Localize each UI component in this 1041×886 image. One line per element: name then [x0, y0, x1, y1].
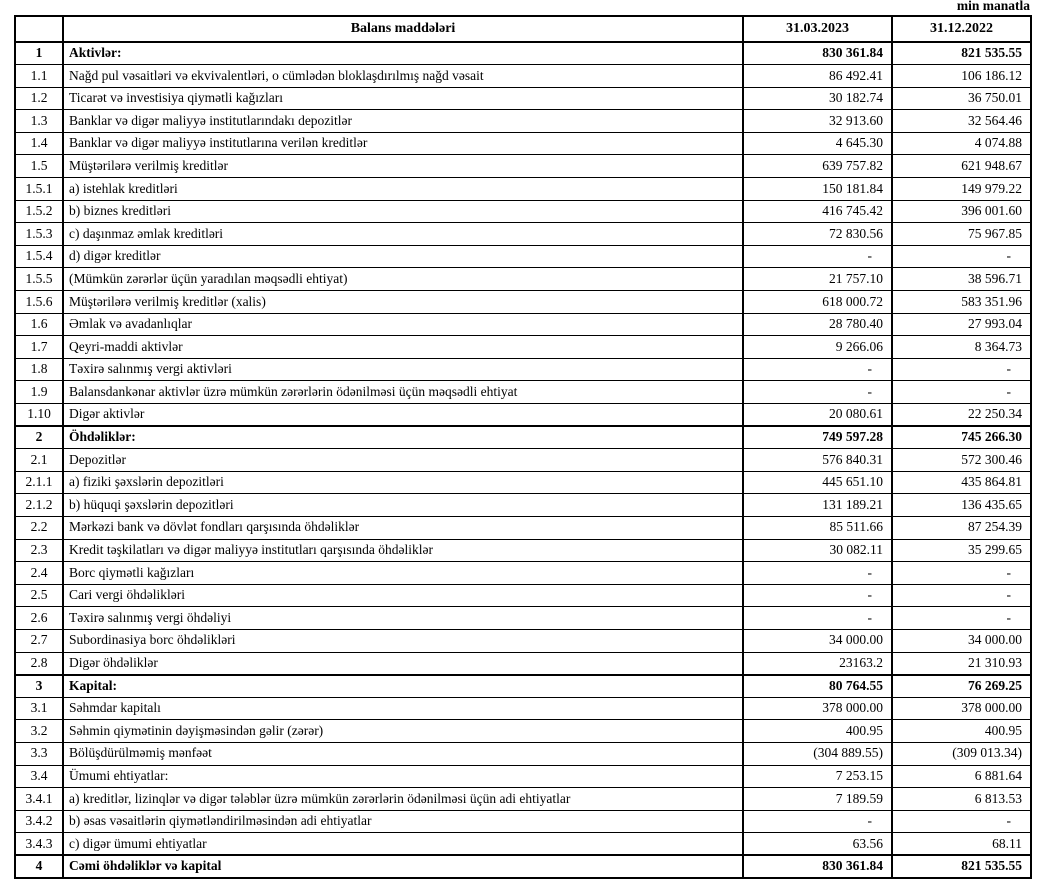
table-row: [15, 539, 1031, 562]
table-row: [15, 132, 1031, 155]
value-31-03-2023: 7 253.15: [743, 765, 892, 788]
row-number: 2.1.2: [15, 494, 63, 517]
row-number: 1.5.1: [15, 178, 63, 201]
table-row: [15, 765, 1031, 788]
row-label: a) fiziki şəxslərin depozitləri: [63, 471, 743, 494]
value-31-03-2023: -: [743, 381, 892, 404]
row-label: c) digər ümumi ehtiyatlar: [63, 833, 743, 856]
row-number: 3.4.1: [15, 788, 63, 811]
row-number: 1.5.2: [15, 200, 63, 223]
value-31-12-2022: 745 266.30: [892, 426, 1031, 449]
value-31-12-2022: 32 564.46: [892, 110, 1031, 133]
row-label: Balansdankənar aktivlər üzrə mümkün zərərlərin ödənilməsi üçün məqsədli ehtiyat: [63, 381, 743, 404]
value-31-03-2023: 749 597.28: [743, 426, 892, 449]
row-number: 2.5: [15, 584, 63, 607]
row-label: Depozitlər: [63, 449, 743, 472]
value-31-03-2023: 416 745.42: [743, 200, 892, 223]
row-number: 1.8: [15, 358, 63, 381]
row-number: 1.5.6: [15, 291, 63, 314]
value-31-12-2022: 435 864.81: [892, 471, 1031, 494]
value-31-03-2023: 23163.2: [743, 652, 892, 675]
col-header-item: Balans maddələri: [63, 16, 743, 42]
row-number: 1.10: [15, 404, 63, 427]
table-row: [15, 110, 1031, 133]
value-31-03-2023: -: [743, 562, 892, 585]
value-31-03-2023: 32 913.60: [743, 110, 892, 133]
table-row: [15, 200, 1031, 223]
value-31-12-2022: 396 001.60: [892, 200, 1031, 223]
row-number: 3.4.3: [15, 833, 63, 856]
row-label: Nağd pul vəsaitləri və ekvivalentləri, o cümlədən bloklaşdırılmış nağd vəsait: [63, 65, 743, 88]
table-body: [15, 42, 1031, 878]
row-number: 2.1.1: [15, 471, 63, 494]
value-31-03-2023: 445 651.10: [743, 471, 892, 494]
table-row: [15, 65, 1031, 88]
value-31-03-2023: 400.95: [743, 720, 892, 743]
value-31-03-2023: 85 511.66: [743, 516, 892, 539]
row-number: 1.7: [15, 336, 63, 359]
row-number: 2.3: [15, 539, 63, 562]
table-row: [15, 742, 1031, 765]
value-31-03-2023: 20 080.61: [743, 404, 892, 427]
row-number: 3.1: [15, 697, 63, 720]
value-31-03-2023: -: [743, 810, 892, 833]
value-31-03-2023: 576 840.31: [743, 449, 892, 472]
table-row: [15, 449, 1031, 472]
row-number: 2.1: [15, 449, 63, 472]
value-31-12-2022: 821 535.55: [892, 42, 1031, 65]
row-number: 3.2: [15, 720, 63, 743]
value-31-03-2023: (304 889.55): [743, 742, 892, 765]
row-number: 1.4: [15, 132, 63, 155]
row-number: 4: [15, 855, 63, 878]
row-label: Borc qiymətli kağızları: [63, 562, 743, 585]
row-label: Təxirə salınmış vergi öhdəliyi: [63, 607, 743, 630]
value-31-03-2023: 9 266.06: [743, 336, 892, 359]
table-row: [15, 652, 1031, 675]
table-row: [15, 155, 1031, 178]
value-31-12-2022: 136 435.65: [892, 494, 1031, 517]
table-row: [15, 87, 1031, 110]
value-31-12-2022: -: [892, 607, 1031, 630]
table-row: [15, 607, 1031, 630]
value-31-03-2023: 618 000.72: [743, 291, 892, 314]
header-row: [15, 16, 1031, 42]
row-label: Digər aktivlər: [63, 404, 743, 427]
value-31-03-2023: 30 182.74: [743, 87, 892, 110]
table-row: [15, 810, 1031, 833]
row-label: Bölüşdürülməmiş mənfəət: [63, 742, 743, 765]
value-31-03-2023: -: [743, 607, 892, 630]
row-label: Səhmin qiymətinin dəyişməsindən gəlir (zərər): [63, 720, 743, 743]
row-number: 1.5.3: [15, 223, 63, 246]
value-31-12-2022: 6 881.64: [892, 765, 1031, 788]
row-label: Cəmi öhdəliklər və kapital: [63, 855, 743, 878]
value-31-12-2022: 68.11: [892, 833, 1031, 856]
row-number: 2.4: [15, 562, 63, 585]
table-row: [15, 720, 1031, 743]
row-label: Aktivlər:: [63, 42, 743, 65]
value-31-03-2023: 378 000.00: [743, 697, 892, 720]
row-number: 1.9: [15, 381, 63, 404]
row-label: Səhmdar kapitalı: [63, 697, 743, 720]
row-label: (Mümkün zərərlər üçün yaradılan məqsədli ehtiyat): [63, 268, 743, 291]
table-row: [15, 245, 1031, 268]
value-31-12-2022: 27 993.04: [892, 313, 1031, 336]
row-label: Digər öhdəliklər: [63, 652, 743, 675]
table-row: [15, 833, 1031, 856]
table-row: [15, 471, 1031, 494]
value-31-12-2022: 400.95: [892, 720, 1031, 743]
value-31-03-2023: 86 492.41: [743, 65, 892, 88]
value-31-12-2022: -: [892, 381, 1031, 404]
row-label: Banklar və digər maliyyə institutlarına verilən kreditlər: [63, 132, 743, 155]
value-31-12-2022: -: [892, 584, 1031, 607]
row-number: 3: [15, 675, 63, 698]
value-31-12-2022: 8 364.73: [892, 336, 1031, 359]
row-number: 1.5.5: [15, 268, 63, 291]
table-row: [15, 178, 1031, 201]
col-header-number: [15, 16, 63, 42]
value-31-12-2022: 149 979.22: [892, 178, 1031, 201]
value-31-03-2023: 150 181.84: [743, 178, 892, 201]
value-31-12-2022: 76 269.25: [892, 675, 1031, 698]
row-label: Subordinasiya borc öhdəlikləri: [63, 629, 743, 652]
row-number: 1.3: [15, 110, 63, 133]
table-row: [15, 855, 1031, 878]
value-31-03-2023: 21 757.10: [743, 268, 892, 291]
table-row: [15, 268, 1031, 291]
value-31-12-2022: 36 750.01: [892, 87, 1031, 110]
table-row: [15, 697, 1031, 720]
table-row: [15, 494, 1031, 517]
row-number: 1.2: [15, 87, 63, 110]
value-31-12-2022: -: [892, 810, 1031, 833]
value-31-03-2023: 63.56: [743, 833, 892, 856]
table-row: [15, 223, 1031, 246]
row-label: b) hüquqi şəxslərin depozitləri: [63, 494, 743, 517]
value-31-12-2022: 87 254.39: [892, 516, 1031, 539]
value-31-03-2023: -: [743, 584, 892, 607]
row-label: Cari vergi öhdəlikləri: [63, 584, 743, 607]
row-label: a) istehlak kreditləri: [63, 178, 743, 201]
value-31-03-2023: 34 000.00: [743, 629, 892, 652]
value-31-12-2022: 75 967.85: [892, 223, 1031, 246]
row-number: 3.3: [15, 742, 63, 765]
row-label: Kredit təşkilatları və digər maliyyə institutları qarşısında öhdəliklər: [63, 539, 743, 562]
row-number: 2: [15, 426, 63, 449]
value-31-12-2022: 821 535.55: [892, 855, 1031, 878]
table-row: [15, 584, 1031, 607]
table-row: [15, 313, 1031, 336]
table-row: [15, 788, 1031, 811]
value-31-12-2022: 378 000.00: [892, 697, 1031, 720]
row-label: a) kreditlər, lizinqlər və digər tələblər üzrə mümkün zərərlərin ödənilməsi üçün adi ehtiyatlar: [63, 788, 743, 811]
value-31-12-2022: 22 250.34: [892, 404, 1031, 427]
table-row: [15, 426, 1031, 449]
row-number: 2.2: [15, 516, 63, 539]
row-number: 2.6: [15, 607, 63, 630]
value-31-03-2023: 4 645.30: [743, 132, 892, 155]
value-31-12-2022: 21 310.93: [892, 652, 1031, 675]
table-row: [15, 381, 1031, 404]
value-31-12-2022: 621 948.67: [892, 155, 1031, 178]
table-row: [15, 675, 1031, 698]
value-31-03-2023: 28 780.40: [743, 313, 892, 336]
row-label: Banklar və digər maliyyə institutlarındakı depozitlər: [63, 110, 743, 133]
value-31-12-2022: 106 186.12: [892, 65, 1031, 88]
row-label: Əmlak və avadanlıqlar: [63, 313, 743, 336]
row-label: b) biznes kreditləri: [63, 200, 743, 223]
table-row: [15, 42, 1031, 65]
row-label: Öhdəliklər:: [63, 426, 743, 449]
value-31-03-2023: -: [743, 358, 892, 381]
value-31-03-2023: -: [743, 245, 892, 268]
row-number: 1.6: [15, 313, 63, 336]
balance-sheet-table: [14, 15, 1032, 879]
col-header-date-2023: 31.03.2023: [743, 16, 892, 42]
row-label: Müştərilərə verilmiş kreditlər (xalis): [63, 291, 743, 314]
row-label: d) digər kreditlər: [63, 245, 743, 268]
value-31-03-2023: 80 764.55: [743, 675, 892, 698]
table-row: [15, 358, 1031, 381]
table-row: [15, 291, 1031, 314]
value-31-12-2022: -: [892, 245, 1031, 268]
value-31-03-2023: 72 830.56: [743, 223, 892, 246]
row-number: 2.7: [15, 629, 63, 652]
row-label: Ümumi ehtiyatlar:: [63, 765, 743, 788]
row-label: Təxirə salınmış vergi aktivləri: [63, 358, 743, 381]
value-31-12-2022: 572 300.46: [892, 449, 1031, 472]
value-31-12-2022: 38 596.71: [892, 268, 1031, 291]
value-31-12-2022: 4 074.88: [892, 132, 1031, 155]
row-number: 2.8: [15, 652, 63, 675]
row-number: 3.4.2: [15, 810, 63, 833]
row-number: 3.4: [15, 765, 63, 788]
table-row: [15, 404, 1031, 427]
row-label: Mərkəzi bank və dövlət fondları qarşısında öhdəliklər: [63, 516, 743, 539]
value-31-12-2022: 35 299.65: [892, 539, 1031, 562]
row-label: Ticarət və investisiya qiymətli kağızları: [63, 87, 743, 110]
row-label: Qeyri-maddi aktivlər: [63, 336, 743, 359]
value-31-12-2022: 583 351.96: [892, 291, 1031, 314]
value-31-03-2023: 830 361.84: [743, 855, 892, 878]
value-31-12-2022: -: [892, 358, 1031, 381]
row-label: c) daşınmaz əmlak kreditləri: [63, 223, 743, 246]
row-number: 1.1: [15, 65, 63, 88]
row-number: 1.5: [15, 155, 63, 178]
row-number: 1: [15, 42, 63, 65]
value-31-03-2023: 131 189.21: [743, 494, 892, 517]
value-31-12-2022: -: [892, 562, 1031, 585]
table-row: [15, 629, 1031, 652]
value-31-12-2022: 6 813.53: [892, 788, 1031, 811]
value-31-12-2022: 34 000.00: [892, 629, 1031, 652]
value-31-03-2023: 7 189.59: [743, 788, 892, 811]
row-label: Kapital:: [63, 675, 743, 698]
table-row: [15, 516, 1031, 539]
col-header-date-2022: 31.12.2022: [892, 16, 1031, 42]
value-31-12-2022: (309 013.34): [892, 742, 1031, 765]
row-number: 1.5.4: [15, 245, 63, 268]
value-31-03-2023: 639 757.82: [743, 155, 892, 178]
table-row: [15, 562, 1031, 585]
row-label: b) əsas vəsaitlərin qiymətləndirilməsindən adi ehtiyatlar: [63, 810, 743, 833]
value-31-03-2023: 30 082.11: [743, 539, 892, 562]
unit-note: min manatla: [956, 0, 1030, 13]
table-row: [15, 336, 1031, 359]
value-31-03-2023: 830 361.84: [743, 42, 892, 65]
row-label: Müştərilərə verilmiş kreditlər: [63, 155, 743, 178]
